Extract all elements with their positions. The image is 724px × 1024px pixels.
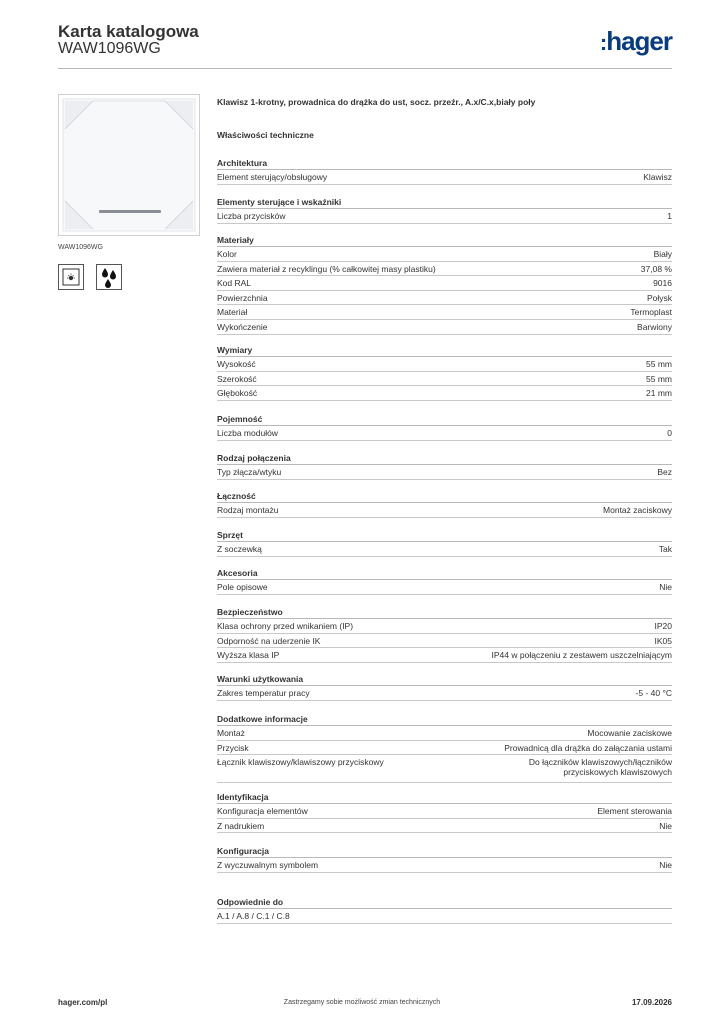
spec-row	[217, 386, 672, 401]
spec-value: Bez	[657, 467, 672, 477]
section-heading: Odpowiednie do	[217, 895, 672, 909]
section-heading: Pojemność	[217, 412, 672, 426]
spec-label: Wykończenie	[217, 321, 268, 332]
spec-label: Pole opisowe	[217, 582, 268, 592]
logo-prefix: :	[599, 30, 607, 55]
spec-value: Termoplast	[630, 307, 672, 318]
spec-value: Barwiony	[637, 321, 672, 332]
logo-text: hager	[606, 26, 672, 56]
spec-row	[217, 542, 672, 557]
spec-label: A.1 / A.8 / C.1 / C.8	[217, 911, 290, 921]
spec-value: Tak	[658, 544, 672, 554]
spec-row	[217, 262, 672, 277]
spec-section	[217, 712, 672, 783]
spec-label: Zawiera materiał z recyklingu (% całkowitej masy plastiku)	[217, 263, 436, 274]
spec-label: Powierzchnia	[217, 292, 268, 303]
spec-row	[217, 755, 672, 783]
spec-row	[217, 357, 672, 372]
spec-label: Z soczewką	[217, 544, 262, 554]
spec-value: 37,08 %	[640, 263, 672, 274]
spec-row	[217, 426, 672, 441]
spec-value: 9016	[653, 278, 672, 289]
spec-value: Nie	[659, 860, 672, 870]
spec-label: Liczba modułów	[217, 428, 278, 438]
spec-section	[217, 489, 672, 518]
spec-value: Klawisz	[643, 172, 672, 182]
spec-label: Szerokość	[217, 373, 257, 384]
header-divider	[58, 68, 672, 69]
spec-row	[217, 170, 672, 185]
section-heading: Dodatkowe informacje	[217, 712, 672, 726]
product-image	[58, 94, 200, 236]
spec-value: Nie	[659, 820, 672, 831]
spec-value: IP20	[654, 621, 672, 631]
section-heading: Wymiary	[217, 343, 672, 357]
spec-label: Materiał	[217, 307, 248, 318]
spec-value: IK05	[654, 635, 672, 646]
spec-value: Prowadnicą dla drążka do załączania ustami	[504, 742, 672, 753]
spec-value: 55 mm	[646, 359, 672, 369]
spec-row	[217, 320, 672, 335]
spec-label: Z wyczuwalnym symbolem	[217, 860, 319, 870]
spec-row	[217, 503, 672, 518]
hager-logo	[600, 28, 672, 56]
spec-row	[217, 580, 672, 595]
section-heading: Materiały	[217, 233, 672, 247]
spec-value: 0	[667, 428, 672, 438]
spec-value: 21 mm	[646, 388, 672, 399]
spec-label: Z nadrukiem	[217, 820, 265, 831]
section-heading: Rodzaj połączenia	[217, 451, 672, 465]
spec-label: Łącznik klawiszowy/klawiszowy przyciskowy	[217, 757, 384, 768]
spec-section	[217, 343, 672, 401]
section-heading: Sprzęt	[217, 528, 672, 542]
doc-title: Karta katalogowa	[58, 22, 199, 41]
spec-label: Kolor	[217, 249, 237, 259]
page-header	[58, 18, 672, 66]
footer-date: 17.09.2026	[631, 998, 672, 1007]
spec-row	[217, 291, 672, 306]
section-heading: Warunki użytkowania	[217, 672, 672, 686]
spec-label: Konfiguracja elementów	[217, 806, 308, 816]
spec-section	[217, 195, 672, 224]
spec-section	[217, 790, 672, 833]
spec-row	[217, 858, 672, 873]
spec-row	[217, 247, 672, 262]
spec-label: Montaż	[217, 728, 245, 738]
spec-value: Połysk	[646, 292, 672, 303]
spec-row	[217, 619, 672, 634]
spec-row	[217, 648, 672, 663]
spec-label: Kod RAL	[217, 278, 252, 289]
spec-value: Montaż zaciskowy	[603, 505, 672, 515]
drip-proof-icon	[96, 264, 122, 290]
spec-label: Wyższa klasa IP	[217, 650, 280, 661]
section-heading: Łączność	[217, 489, 672, 503]
spec-row	[217, 465, 672, 480]
properties-title: Właściwości techniczne	[217, 130, 314, 140]
spec-label: Element sterujący/obsługowy	[217, 172, 328, 182]
section-heading: Architektura	[217, 156, 672, 170]
spec-section	[217, 412, 672, 441]
spec-label: Typ złącza/wtyku	[217, 467, 282, 477]
spec-row	[217, 634, 672, 649]
spec-row	[217, 276, 672, 291]
spec-row	[217, 909, 672, 924]
spec-row	[217, 804, 672, 819]
spec-label: Klasa ochrony przed wnikaniem (IP)	[217, 621, 354, 631]
spec-label: Liczba przycisków	[217, 211, 286, 221]
spec-row	[217, 209, 672, 224]
spec-value: Nie	[659, 582, 672, 592]
spec-section	[217, 605, 672, 663]
spec-label: Rodzaj montażu	[217, 505, 279, 515]
footer-notice: Zastrzegamy sobie możliwość zmian technicznych	[283, 999, 441, 1006]
spec-label: Przycisk	[217, 742, 249, 753]
spec-section	[217, 156, 672, 185]
section-heading: Konfiguracja	[217, 844, 672, 858]
spec-value: Do łączników klawiszowych/łączników przyciskowych klawiszowych	[528, 757, 672, 778]
spec-section	[217, 451, 672, 480]
spec-value: Biały	[653, 249, 672, 259]
spec-label: Odporność na uderzenie IK	[217, 635, 321, 646]
spec-row	[217, 305, 672, 320]
spec-value: 1	[667, 211, 672, 221]
spec-value: IP44 w połączeniu z zestawem uszczelniającym	[491, 650, 672, 661]
spec-section	[217, 672, 672, 701]
footer-website[interactable]: hager.com/pl	[58, 998, 108, 1007]
spec-row	[217, 726, 672, 741]
spec-row	[217, 819, 672, 834]
spec-section	[217, 895, 672, 924]
spec-row	[217, 372, 672, 387]
spec-value: -5 - 40 °C	[635, 688, 672, 698]
spec-value: Element sterowania	[597, 806, 672, 816]
spec-section	[217, 528, 672, 557]
spec-label: Głębokość	[217, 388, 258, 399]
image-caption: WAW1096WG	[58, 244, 103, 251]
product-description: Klawisz 1-krotny, prowadnica do drążka do ust, socz. przeźr., A.x/C.x,biały poły	[217, 97, 536, 107]
spec-row	[217, 686, 672, 701]
spec-value: 55 mm	[646, 373, 672, 384]
spec-label: Zakres temperatur pracy	[217, 688, 310, 698]
spec-section	[217, 566, 672, 595]
spec-value: Mocowanie zaciskowe	[587, 728, 672, 738]
spec-section	[217, 844, 672, 873]
section-heading: Elementy sterujące i wskaźniki	[217, 195, 672, 209]
indoor-use-icon	[58, 264, 84, 290]
section-heading: Bezpieczeństwo	[217, 605, 672, 619]
section-heading: Identyfikacja	[217, 790, 672, 804]
section-heading: Akcesoria	[217, 566, 672, 580]
product-code: WAW1096WG	[58, 40, 161, 57]
spec-section	[217, 233, 672, 335]
spec-row	[217, 741, 672, 756]
spec-label: Wysokość	[217, 359, 256, 369]
